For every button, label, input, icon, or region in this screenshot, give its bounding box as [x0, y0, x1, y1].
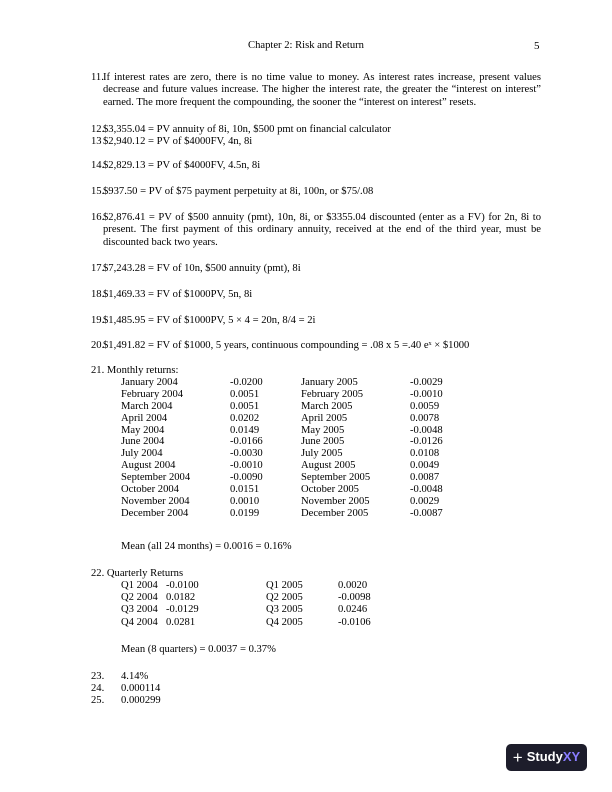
item-text: If interest rates are zero, there is no time value to money. As interest rates increase, present values decrease and future values increase. The higher the interest rate, the greater the “interest on interest” earned. The more frequent the compounding, the sooner the “interest on interest” resets. [103, 72, 541, 108]
cell: May 2004 [121, 424, 165, 436]
cell: 0.0078 [410, 412, 440, 424]
cell: March 2005 [301, 400, 353, 412]
cell: 0.0051 [230, 400, 260, 412]
cell: -0.0100 [166, 580, 199, 591]
cell: June 2005 [301, 436, 345, 448]
cell: 0.0020 [338, 580, 368, 591]
item-text: $2,829.13 = PV of $4000FV, 4.5n, 8i [103, 160, 261, 171]
brand-name: StudyXY [526, 749, 581, 765]
item-number: 18. [91, 289, 105, 300]
cell: Q4 2005 [266, 616, 303, 628]
cell: April 2005 [301, 412, 348, 424]
cell: 0.0281 [166, 616, 196, 628]
cell: 0.0151 [230, 484, 260, 496]
cell: July 2005 [301, 448, 343, 460]
item-text: $2,940.12 = PV of $4000FV, 4n, 8i [103, 136, 253, 147]
cell: September 2005 [301, 472, 371, 484]
item-text: $937.50 = PV of $75 payment perpetuity at 8i, 100n, or $75/.08 [103, 186, 374, 197]
cell: August 2004 [121, 460, 176, 472]
answer-20 [91, 340, 541, 352]
cell: January 2005 [301, 377, 358, 388]
item-number: 17. [91, 263, 105, 274]
answer-12 [91, 124, 541, 136]
cell: 0.0010 [230, 495, 260, 507]
item-text: $2,876.41 = PV of $500 annuity (pmt), 10n, 8i, or $3355.04 discounted (enter as a FV) for 2n, 8i to present. The first payment of this ordinary annuity, received at the end of the third year, must be discounted back two years. [103, 212, 541, 248]
answer-16 [91, 212, 541, 249]
answer-14 [91, 160, 541, 172]
cell: September 2004 [121, 472, 191, 484]
item-text: $1,469.33 = FV of $1000PV, 5n, 8i [103, 289, 253, 300]
plus-icon: + [512, 748, 523, 767]
cell: 0.0108 [410, 448, 440, 460]
monthly-returns-label: 21. Monthly returns: [91, 365, 179, 376]
cell: Q1 2004 [121, 580, 158, 591]
cell: 0.0202 [230, 412, 260, 424]
cell: 0.0049 [410, 460, 440, 472]
cell: August 2005 [301, 460, 356, 472]
cell: 0.0051 [230, 388, 260, 400]
cell: Q2 2005 [266, 592, 303, 604]
item-number: 14. [91, 160, 105, 171]
answer-17 [91, 263, 541, 275]
cell: December 2005 [301, 507, 369, 519]
item-value: 0.000299 [121, 695, 161, 706]
cell: -0.0087 [410, 507, 443, 519]
item-text: $3,355.04 = PV annuity of 8i, 10n, $500 pmt on financial calculator [103, 124, 391, 135]
cell: -0.0098 [338, 592, 371, 604]
item-number: 20. [91, 340, 105, 351]
monthly-mean: Mean (all 24 months) = 0.0016 = 0.16% [121, 541, 292, 552]
cell: February 2005 [301, 388, 364, 400]
item-number: 13 [91, 136, 102, 147]
item-number: 16. [91, 212, 105, 223]
cell: -0.0010 [230, 460, 263, 472]
cell: October 2004 [121, 484, 179, 496]
cell: Q4 2004 [121, 616, 158, 628]
item-value: 0.000114 [121, 683, 161, 694]
item-number: 15. [91, 186, 105, 197]
item-number: 19. [91, 315, 105, 326]
cell: -0.0048 [410, 484, 443, 496]
cell: November 2004 [121, 495, 190, 507]
cell: December 2004 [121, 507, 189, 519]
answer-18 [91, 289, 541, 301]
item-value: 4.14% [121, 671, 149, 682]
item-number: 12. [91, 124, 105, 135]
cell: 0.0199 [230, 507, 260, 519]
cell: Q1 2005 [266, 580, 303, 591]
item-number: 11. [91, 72, 104, 83]
cell: -0.0106 [338, 616, 371, 628]
cell: January 2004 [121, 377, 178, 388]
cell: 0.0059 [410, 400, 440, 412]
cell: -0.0090 [230, 472, 263, 484]
cell: -0.0200 [230, 377, 263, 388]
cell: July 2004 [121, 448, 163, 460]
item-number: 23. [91, 671, 105, 682]
studyxy-watermark-badge [506, 744, 587, 771]
item-text: $1,491.82 = FV of $1000, 5 years, continuous compounding = .08 x 5 =.40 eˣ × $1000 [103, 340, 470, 351]
cell: -0.0029 [410, 377, 443, 388]
cell: June 2004 [121, 436, 165, 448]
cell: 0.0149 [230, 424, 260, 436]
page-header-title: Chapter 2: Risk and Return [248, 40, 364, 51]
cell: -0.0166 [230, 436, 263, 448]
cell: Q3 2005 [266, 604, 303, 616]
item-text: $7,243.28 = FV of 10n, $500 annuity (pmt), 8i [103, 263, 301, 274]
cell: 0.0029 [410, 495, 440, 507]
cell: Q2 2004 [121, 592, 158, 604]
quarterly-mean: Mean (8 quarters) = 0.0037 = 0.37% [121, 644, 276, 655]
answer-13 [91, 136, 541, 148]
item-number: 25. [91, 695, 105, 706]
answer-15 [91, 186, 541, 198]
cell: Q3 2004 [121, 604, 158, 616]
item-number: 24. [91, 683, 105, 694]
cell: -0.0030 [230, 448, 263, 460]
answer-19 [91, 315, 541, 327]
cell: -0.0126 [410, 436, 443, 448]
item-text: $1,485.95 = FV of $1000PV, 5 × 4 = 20n, 8/4 = 2i [103, 315, 316, 326]
cell: October 2005 [301, 484, 359, 496]
cell: March 2004 [121, 400, 173, 412]
cell: -0.0010 [410, 388, 443, 400]
cell: April 2004 [121, 412, 168, 424]
cell: 0.0246 [338, 604, 368, 616]
cell: -0.0048 [410, 424, 443, 436]
cell: 0.0182 [166, 592, 196, 604]
cell: May 2005 [301, 424, 345, 436]
cell: -0.0129 [166, 604, 199, 616]
cell: 0.0087 [410, 472, 440, 484]
page-number: 5 [534, 40, 540, 52]
cell: November 2005 [301, 495, 370, 507]
quarterly-returns-label: 22. Quarterly Returns [91, 568, 184, 579]
cell: February 2004 [121, 388, 184, 400]
answer-11 [91, 72, 541, 109]
